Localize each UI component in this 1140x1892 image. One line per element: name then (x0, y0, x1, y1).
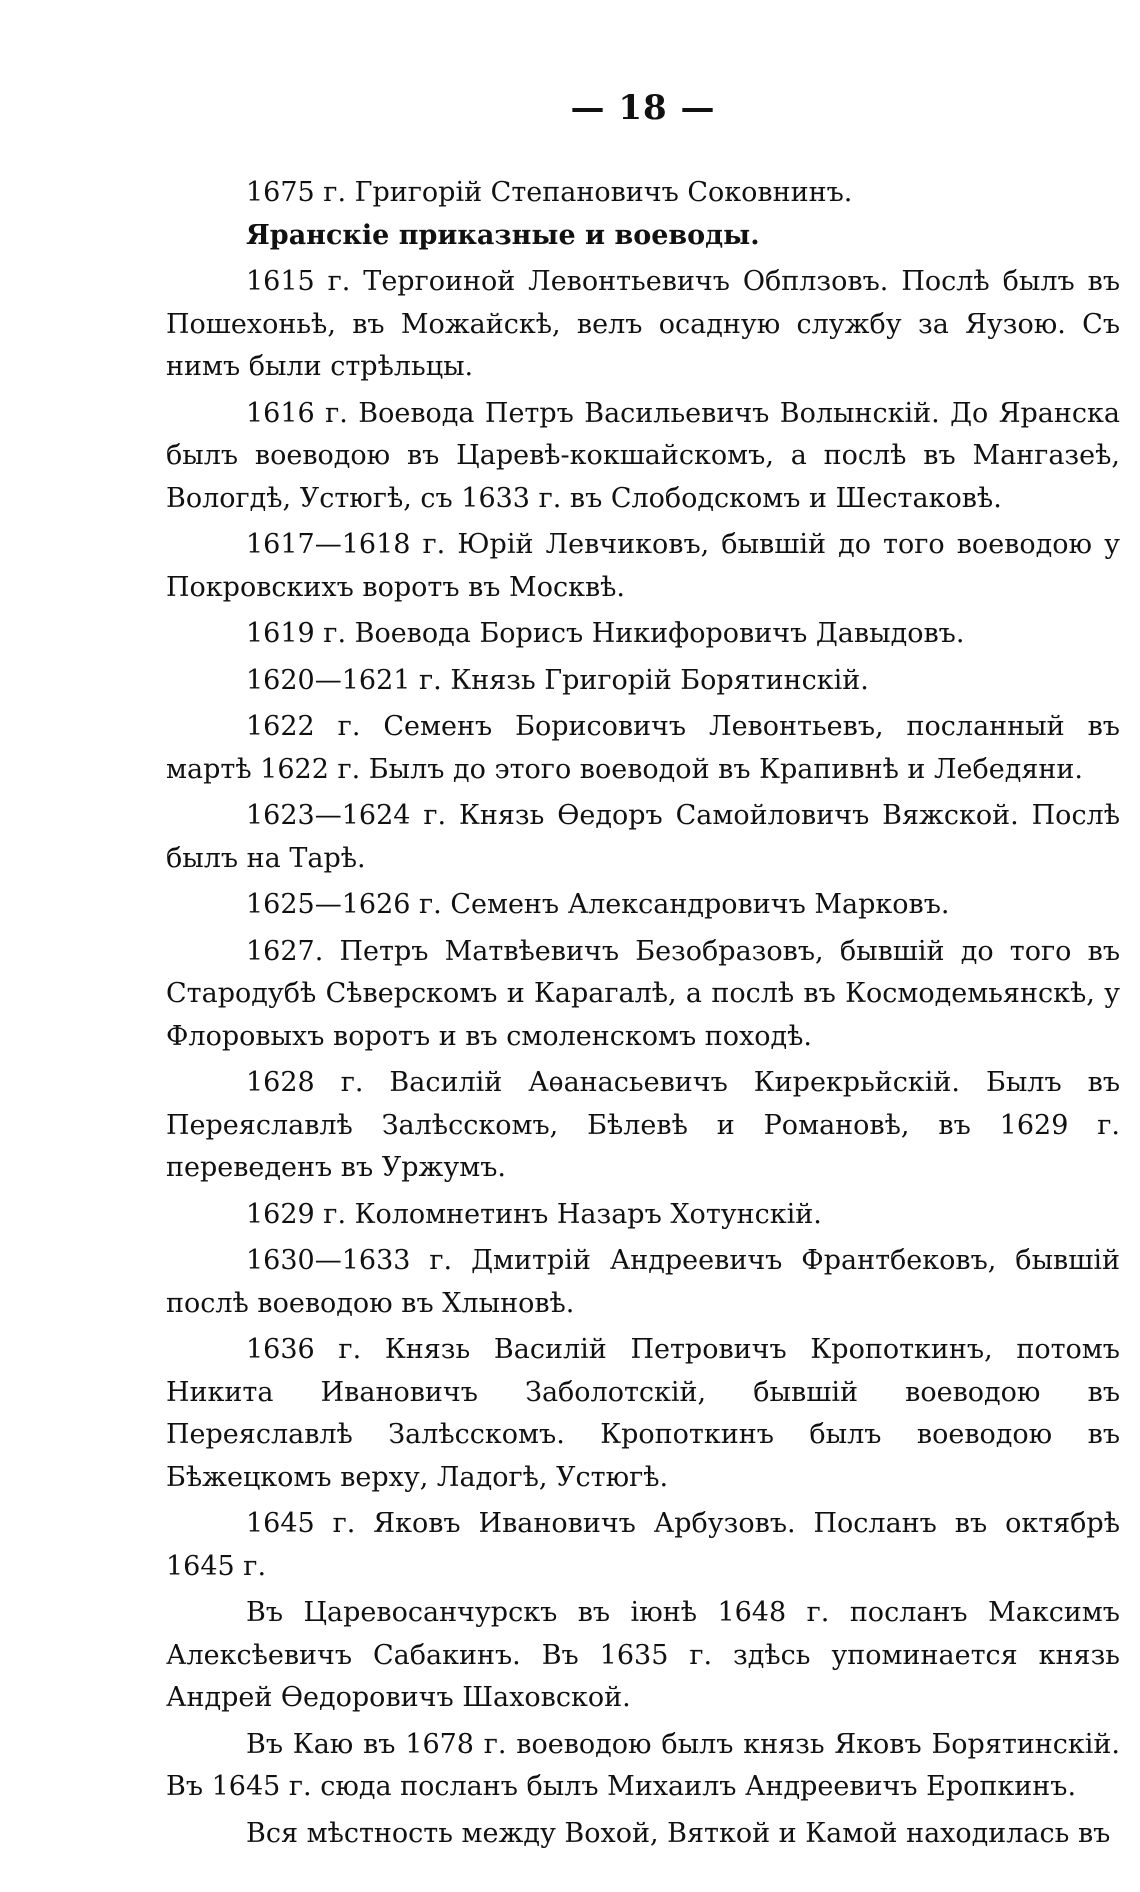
paragraph-1629: 1629 г. Коломнетинъ Назаръ Хотунскій. (246, 1198, 822, 1230)
section-heading-yaransk: Яранскіе приказные и воеводы. (246, 219, 760, 251)
paragraph-1615: 1615 г. Тергоиной Левонтьевичъ Обплзовъ. Послѣ былъ въ Пошехоньѣ, въ Можайскѣ, велъ осадную службу за Яузою. Съ нимъ были стрѣльцы. (166, 266, 1120, 382)
paragraph-1622: 1622 г. Семенъ Борисовичъ Левонтьевъ, посланный въ мартѣ 1622 г. Былъ до этого воеводой въ Крапивнѣ и Лебедяни. (166, 711, 1120, 785)
paragraph-1617: 1617—1618 г. Юрій Левчиковъ, бывшій до того воеводою у Покровскихъ воротъ въ Москвѣ. (166, 529, 1120, 603)
paragraph-1619: 1619 г. Воевода Борисъ Никифоровичъ Давыдовъ. (246, 618, 965, 649)
paragraph-locality: Вся мѣстность между Вохой, Вяткой и Камой находилась въ (246, 1817, 1111, 1849)
paragraph-1620: 1620—1621 г. Князь Григорій Борятинскій. (246, 664, 869, 696)
paragraph-1675: 1675 г. Григорій Степановичъ Соковнинъ. (246, 177, 853, 208)
paragraph-1627: 1627. Петръ Матвѣевичъ Безобразовъ, бывшій до того въ Стародубѣ Сѣверскомъ и Карагалѣ, а послѣ въ Космодемьянскѣ, у Флоровыхъ воротъ и въ смоленскомъ походѣ. (166, 935, 1120, 1052)
paragraph-tsarevosanchursk: Въ Царевосанчурскъ въ іюнѣ 1648 г. посланъ Максимъ Алексѣевичъ Сабакинъ. Въ 1635 г. здѣсь упоминается князь Андрей Өедоровичъ Шаховской. (166, 1597, 1120, 1713)
paragraph-1625: 1625—1626 г. Семенъ Александровичъ Марковъ. (246, 889, 950, 920)
paragraph-kai: Въ Каю въ 1678 г. воеводою былъ князь Яковъ Борятинскій. Въ 1645 г. сюда посланъ былъ Михаилъ Андреевичъ Еропкинъ. (166, 1728, 1120, 1802)
paragraph-1623: 1623—1624 г. Князь Өедоръ Самойловичъ Вяжской. Послѣ былъ на Тарѣ. (166, 800, 1120, 874)
document-page (166, 88, 1120, 1855)
paragraph-1616: 1616 г. Воевода Петръ Васильевичъ Волынскій. До Яранска былъ воеводою въ Царевѣ-кокшайскомъ, а послѣ въ Мангазеѣ, Вологдѣ, Устюгѣ, съ 1633 г. въ Слободскомъ и Шестаковѣ. (166, 397, 1120, 514)
paragraph-1630: 1630—1633 г. Дмитрій Андреевичъ Франтбековъ, бывшій послѣ воеводою въ Хлыновѣ. (166, 1245, 1120, 1319)
paragraph-1645: 1645 г. Яковъ Ивановичъ Арбузовъ. Посланъ въ октябрѣ 1645 г. (166, 1508, 1120, 1582)
paragraph-1628: 1628 г. Василій Аѳанасьевичъ Кирекрьйскій. Былъ въ Переяславлѣ Залѣсскомъ, Бѣлевѣ и Романовѣ, въ 1629 г. переведенъ въ Уржумъ. (166, 1067, 1120, 1183)
page-number: — 18 — (570, 88, 716, 128)
paragraph-1636: 1636 г. Князь Василій Петровичъ Кропоткинъ, потомъ Никита Ивановичъ Заболотскій, бывшій воеводою въ Переяславлѣ Залѣсскомъ. Кропоткинъ былъ воеводою въ Бѣжецкомъ верху, Ладогѣ, Устюгѣ. (166, 1334, 1120, 1493)
